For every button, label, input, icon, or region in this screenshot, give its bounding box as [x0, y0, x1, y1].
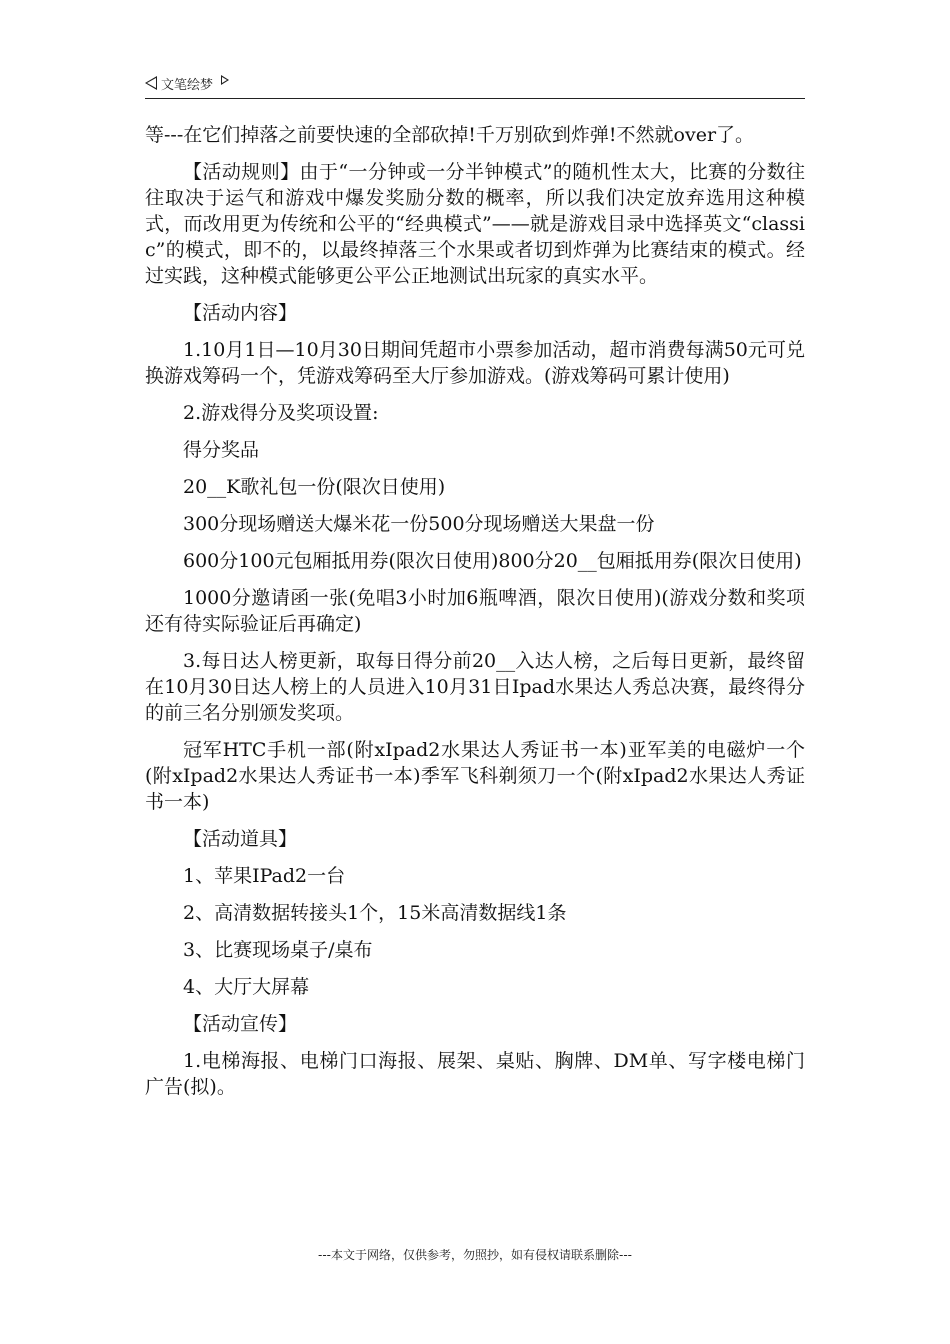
paragraph-prize-1000: 1000分邀请函一张(免唱3小时加6瓶啤酒，限次日使用)(游戏分数和奖项还有待实际验证后再确定) — [145, 587, 805, 635]
paragraph-rules: 【活动规则】由于“一分钟或一分半钟模式”的随机性太大，比赛的分数往往取决于运气和游戏中爆发奖励分数的概率，所以我们决定放弃选用这种模式，而改用更为传统和公平的“经典模式”——就是游戏目录中选择英文“classic”的模式，即不的，以最终掉落三个水果或者切到炸弹为比赛结束的模式。经过实践，这种模式能够更公平公正地测试出玩家的真实水平。 — [145, 161, 805, 287]
paragraph-prop-3: 3、比赛现场桌子/桌布 — [183, 939, 373, 961]
paragraph-score-prize-header: 得分奖品 — [183, 439, 260, 461]
triangle-left-icon — [145, 76, 157, 90]
paragraph-prop-2: 2、高清数据转接头1个，15米高清数据线1条 — [183, 902, 567, 924]
header-brand: 文笔绘梦 — [161, 78, 214, 93]
paragraph-prize-300-500: 300分现场赠送大爆米花一份500分现场赠送大果盘一份 — [183, 513, 655, 535]
paragraph-content-2: 2.游戏得分及奖项设置: — [183, 402, 379, 424]
document-body — [145, 122, 805, 1111]
paragraph-champions: 冠军HTC手机一部(附xIpad2水果达人秀证书一本)亚军美的电磁炉一个(附xIpad2水果达人秀证书一本)季军飞科剃须刀一个(附xIpad2水果达人秀证书一本) — [145, 739, 805, 813]
section-heading-props: 【活动道具】 — [183, 828, 298, 850]
paragraph-promotion-1: 1.电梯海报、电梯门口海报、展架、桌贴、胸牌、DM单、写字楼电梯门广告(拟)。 — [145, 1050, 805, 1098]
section-heading-content: 【活动内容】 — [183, 302, 298, 324]
triangle-right-icon — [221, 75, 229, 85]
paragraph-prop-1: 1、苹果IPad2一台 — [183, 865, 346, 887]
paragraph-prop-4: 4、大厅大屏幕 — [183, 976, 310, 998]
paragraph-prize-600-800: 600分100元包厢抵用券(限次日使用)800分20__包厢抵用券(限次日使用) — [183, 550, 802, 572]
page-header — [145, 74, 805, 99]
paragraph-intro-continuation: 等---在它们掉落之前要快速的全部砍掉!千万别砍到炸弹!不然就over了。 — [145, 124, 755, 146]
page-footer-notice: ---本文于网络，仅供参考，勿照抄，如有侵权请联系删除--- — [318, 1248, 632, 1262]
section-heading-promotion: 【活动宣传】 — [183, 1013, 298, 1035]
paragraph-prize-20: 20__K歌礼包一份(限次日使用) — [183, 476, 446, 498]
paragraph-content-1: 1.10月1日—10月30日期间凭超市小票参加活动，超市消费每满50元可兑换游戏筹码一个，凭游戏筹码至大厅参加游戏。(游戏筹码可累计使用) — [145, 339, 805, 387]
paragraph-content-3: 3.每日达人榜更新，取每日得分前20__入达人榜，之后每日更新，最终留在10月30日达人榜上的人员进入10月31日Ipad水果达人秀总决赛，最终得分的前三名分别颁发奖项。 — [145, 650, 805, 724]
